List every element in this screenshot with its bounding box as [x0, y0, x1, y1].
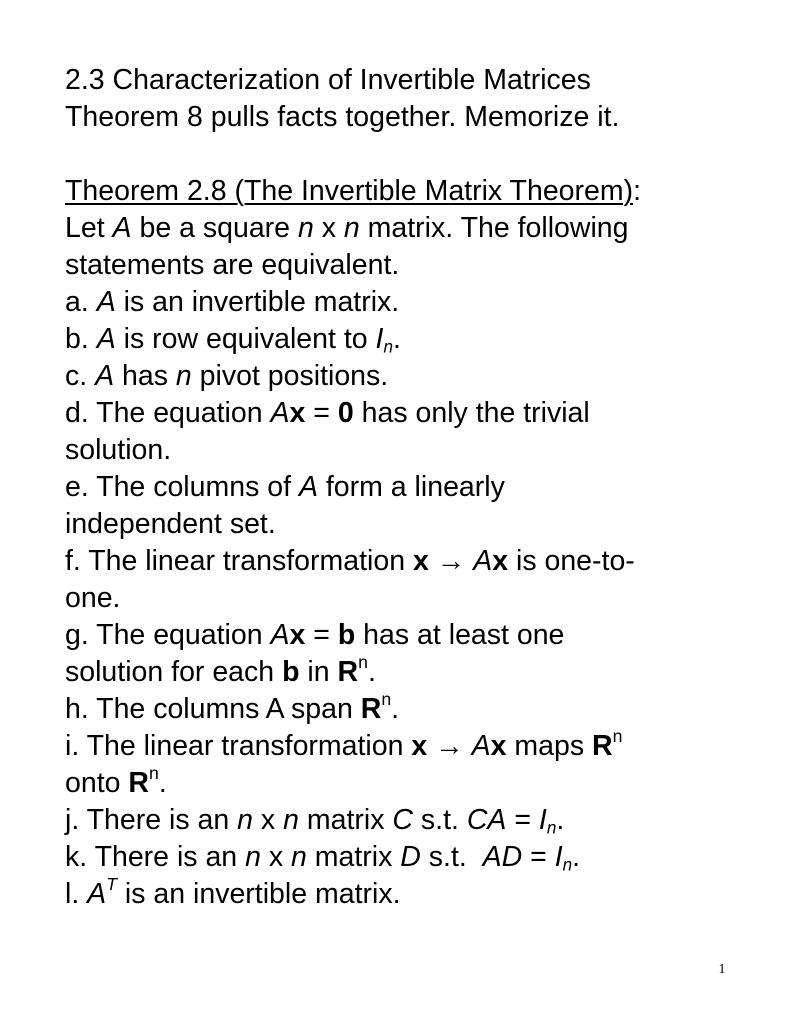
math-var: I — [554, 841, 563, 873]
text: is row equivalent to — [115, 323, 376, 355]
text: . — [367, 656, 376, 688]
arrow-symbol: → — [427, 730, 472, 762]
math-space: R — [360, 693, 382, 725]
math-var: n — [546, 818, 557, 838]
statement-f — [65, 543, 765, 580]
theorem-premise — [65, 210, 765, 247]
statement-b — [65, 321, 765, 358]
theorem-colon: : — [633, 175, 642, 207]
text: form a linearly — [317, 471, 505, 503]
text: in — [299, 656, 338, 688]
text: is an invertible matrix. — [115, 286, 400, 318]
math-vector: b — [282, 656, 300, 688]
subscript — [547, 818, 557, 837]
subscript — [563, 855, 573, 874]
superscript — [106, 874, 117, 894]
arrow-symbol: → — [428, 545, 474, 577]
text: e. The columns of — [65, 471, 299, 503]
math-space: R — [592, 730, 613, 762]
math-var: A — [471, 730, 491, 762]
math-var: n — [245, 841, 261, 873]
text: = — [522, 841, 555, 873]
text: c. — [65, 360, 96, 392]
math-var: A — [87, 878, 107, 910]
text: is one-to- — [508, 545, 635, 577]
text: x — [253, 804, 284, 836]
text: matrix. The following — [359, 212, 629, 244]
theorem-heading-line — [65, 173, 765, 210]
text: . — [556, 804, 565, 836]
statement-e — [65, 469, 765, 506]
text: h. The columns A span — [65, 693, 361, 725]
statement-j — [65, 802, 765, 839]
text: k. There is an — [65, 841, 246, 873]
math-vector: x — [289, 619, 306, 651]
math-var: T — [106, 873, 117, 894]
text: a. — [65, 286, 97, 318]
statement-h — [65, 688, 765, 728]
superscript: n — [148, 762, 159, 783]
math-var: n — [383, 337, 393, 357]
statement-g — [65, 617, 765, 654]
text: matrix — [298, 804, 393, 836]
text: = — [506, 804, 539, 836]
math-var: CA — [466, 804, 507, 836]
text: g. The equation — [65, 619, 271, 651]
text: j. There is an — [65, 804, 238, 836]
text: matrix — [306, 841, 401, 873]
text: b. — [65, 323, 97, 355]
math-var: A — [298, 471, 318, 503]
text: f. The linear transformation — [65, 545, 413, 577]
math-var: I — [538, 804, 547, 836]
statement-g-cont — [65, 651, 765, 691]
statement-i-cont — [65, 762, 765, 802]
text: . — [572, 841, 581, 873]
text: l. — [65, 878, 88, 910]
text: s.t. — [412, 804, 467, 836]
statement-k — [65, 839, 765, 876]
text: Let — [65, 212, 113, 244]
document-page — [65, 62, 765, 913]
math-var: A — [270, 397, 290, 429]
math-var: I — [375, 323, 384, 355]
text: is an invertible matrix. — [116, 878, 401, 910]
math-space: R — [337, 656, 359, 688]
math-var: n — [237, 804, 254, 836]
text: onto — [65, 767, 129, 799]
math-var: n — [291, 841, 307, 873]
math-vector: x — [411, 730, 428, 762]
statement-d-cont: solution. — [65, 434, 172, 466]
statement-l — [65, 873, 765, 913]
text: maps — [506, 730, 592, 762]
page-number: 1 — [718, 962, 726, 977]
text: . — [391, 693, 400, 725]
text: = — [305, 619, 338, 651]
section-title: 2.3 Characterization of Invertible Matrices — [65, 64, 591, 96]
math-vector: x — [492, 545, 509, 577]
text: . — [158, 767, 167, 799]
math-var: A — [95, 360, 115, 392]
math-var: C — [392, 804, 413, 836]
math-var: A — [112, 212, 132, 244]
intro-text: Theorem 8 pulls facts together. Memorize it. — [65, 101, 620, 133]
statement-d — [65, 395, 765, 432]
text: x — [260, 841, 292, 873]
math-vector: x — [289, 397, 306, 429]
text: solution for each — [65, 656, 283, 688]
statement-e-cont: independent set. — [65, 508, 276, 540]
text: s.t. — [420, 841, 483, 873]
text: x — [313, 212, 344, 244]
math-vector: x — [490, 730, 507, 762]
statement-i — [65, 725, 765, 765]
text: has only the trivial — [353, 397, 590, 429]
math-var: AD — [482, 841, 523, 873]
text: . — [392, 323, 401, 355]
math-var: n — [175, 360, 192, 392]
blank-line — [65, 136, 765, 173]
text: = — [305, 397, 338, 429]
theorem-premise-cont: statements are equivalent. — [65, 249, 400, 281]
math-var: A — [96, 286, 116, 318]
text: d. The equation — [65, 397, 271, 429]
math-vector: b — [337, 619, 356, 651]
math-var: A — [96, 323, 116, 355]
theorem-heading: Theorem 2.8 (The Invertible Matrix Theorem) — [65, 175, 634, 207]
math-var: n — [283, 804, 299, 836]
text: has at least one — [355, 619, 565, 651]
math-space: R — [128, 767, 149, 799]
text: has — [114, 360, 176, 392]
text: be a square — [131, 212, 298, 244]
math-var: A — [473, 545, 493, 577]
math-var: n — [562, 855, 573, 875]
math-var: D — [400, 841, 421, 873]
math-vector: 0 — [337, 397, 354, 429]
superscript: n — [358, 651, 368, 672]
text: pivot positions. — [191, 360, 389, 392]
statement-a — [65, 284, 765, 321]
superscript: n — [381, 688, 392, 709]
statement-f-cont: one. — [65, 582, 121, 614]
statement-c — [65, 358, 765, 395]
text: i. The linear transformation — [65, 730, 412, 762]
superscript: n — [612, 725, 623, 746]
math-var: n — [343, 212, 360, 244]
math-vector: x — [412, 545, 429, 577]
math-var: n — [297, 212, 314, 244]
math-var: A — [270, 619, 290, 651]
subscript — [383, 337, 393, 356]
